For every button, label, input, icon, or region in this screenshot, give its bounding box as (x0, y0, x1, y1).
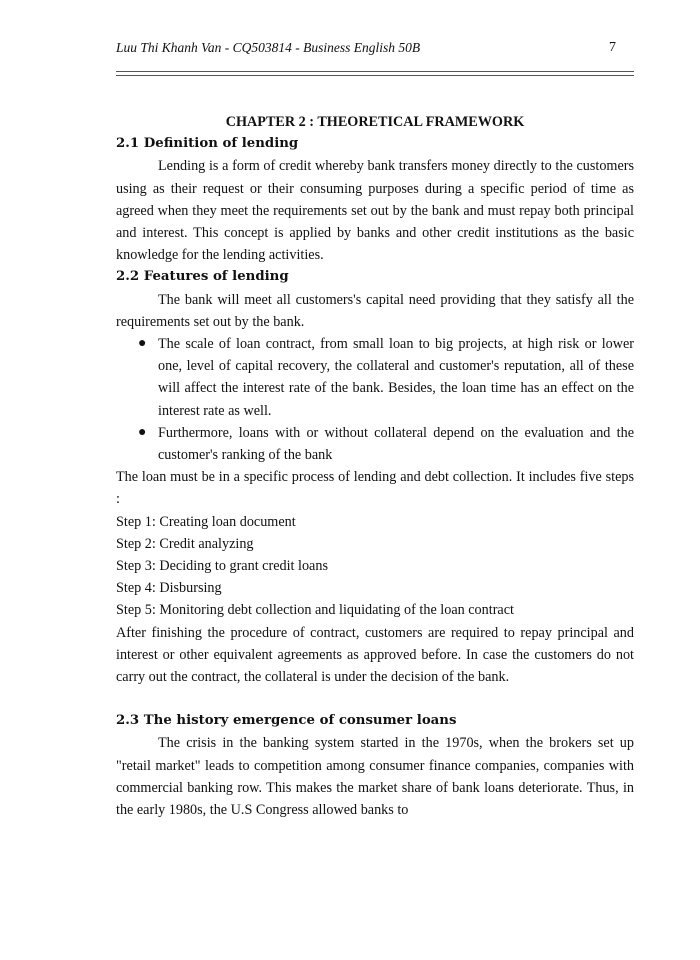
section-heading-2-3: 2.3 The history emergence of consumer loans (116, 713, 457, 729)
running-title: Luu Thi Khanh Van - CQ503814 - Business English 50B (116, 40, 421, 55)
step-item: Step 3: Deciding to grant credit loans (116, 558, 328, 575)
process-intro-paragraph: The loan must be in a specific process of lending and debt collection. It includes five steps : (116, 469, 634, 508)
chapter-title: CHAPTER 2 : THEORETICAL FRAMEWORK (225, 114, 525, 130)
page-header (116, 40, 634, 56)
step-item: Step 4: Disbursing (116, 580, 222, 597)
definition-paragraph: Lending is a form of credit whereby bank transfers money directly to the customers using as their request or their consuming purposes during a specific period of time as agreed when they meet the requirements set out by the bank and must repay both principal and interest. This concept is applied by banks and other credit institutions as the basic knowledge for the lending activities. (116, 158, 634, 264)
section-heading-2-2: 2.2 Features of lending (116, 269, 289, 285)
features-intro-paragraph: The bank will meet all customers's capital need providing that they satisfy all the requirements set out by the bank. (116, 291, 634, 330)
step-item: Step 1: Creating loan document (116, 513, 296, 530)
closing-paragraph: After finishing the procedure of contract, customers are required to repay principal and interest or other equivalent agreements as approved before. In case the customers do not carry out the contract, the collateral is under the decision of the bank. (116, 624, 634, 686)
list-item (116, 333, 634, 422)
bullet-text: Furthermore, loans with or without collateral depend on the evaluation and the customer's ranking of the bank (158, 424, 634, 464)
bullet-text: The scale of loan contract, from small loan to big projects, at high risk or lower one, level of capital recovery, the collateral and customer's reputation, all of these will affect the interest rate of the bank. Besides, the loan time has an effect on the interest rate as well. (158, 336, 634, 419)
step-item: Step 2: Credit analyzing (116, 535, 254, 552)
step-item: Step 5: Monitoring debt collection and liquidating of the loan contract (116, 602, 514, 619)
bullet-icon: ● (138, 336, 147, 352)
list-item (116, 422, 634, 466)
header-rule (116, 71, 634, 76)
features-bullet-list (116, 333, 634, 466)
section-heading-2-1: 2.1 Definition of lending (116, 136, 299, 152)
section-spacer (116, 688, 634, 710)
page-number: 7 (609, 40, 616, 55)
document-body (116, 111, 634, 821)
history-paragraph: The crisis in the banking system started in the 1970s, when the brokers set up "retail market" leads to competition among consumer finance companies, companies with commercial banking row. This makes the market share of bank loans deteriorate. Thus, in the early 1980s, the U.S Congress allowed banks to (116, 735, 634, 819)
bullet-icon: ● (138, 424, 147, 440)
